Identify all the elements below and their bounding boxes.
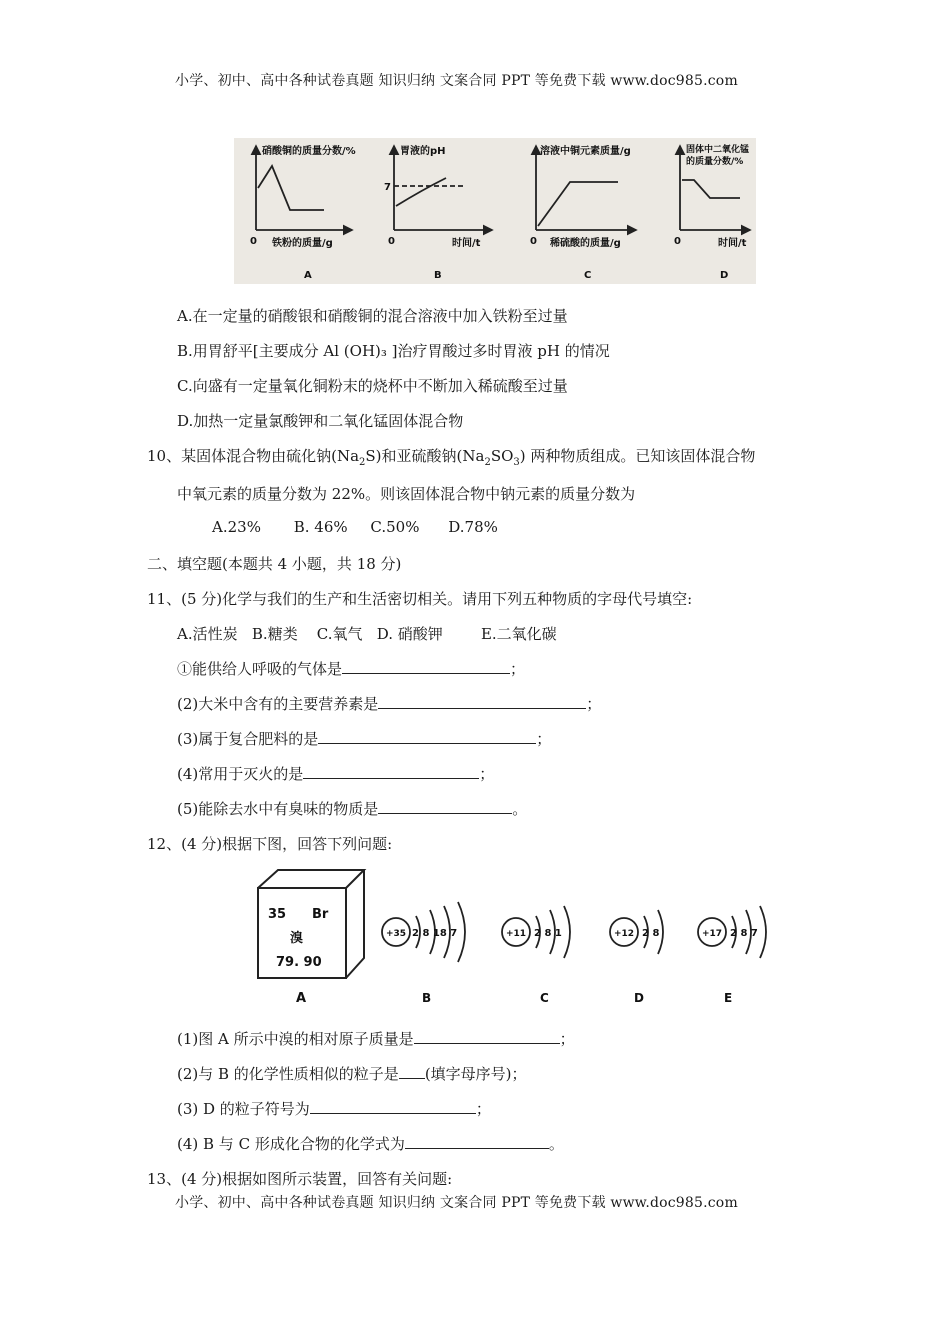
q11-item-3-text: (3)属于复合肥料的是 <box>177 730 319 748</box>
page-footer: 小学、初中、高中各种试卷真题 知识归纳 文案合同 PPT 等免费下载 www.doc985.com <box>175 1195 738 1211</box>
graph-d-curve <box>682 180 740 198</box>
q9-graph-figure <box>234 138 756 284</box>
q12-item-3 <box>177 1098 491 1119</box>
graph-a-xlabel: 铁粉的质量/g <box>272 238 333 249</box>
q10-sub-2: 2 <box>484 457 491 468</box>
q12-item-3-end: ； <box>475 1100 491 1118</box>
q11-item-4-text: (4)常用于灭火的是 <box>177 765 304 783</box>
q12-item-4 <box>177 1133 564 1154</box>
q12-item-1 <box>177 1028 575 1049</box>
atom-b-shells: 2 8 18 7 <box>412 928 458 939</box>
q10-option-c: C.50% <box>370 518 420 536</box>
graph-b-label: B <box>434 270 442 281</box>
q11-item-2-text: (2)大米中含有的主要营养素是 <box>177 695 379 713</box>
q12-item-2 <box>177 1063 527 1084</box>
q11-item-2-end: ； <box>586 695 602 713</box>
graph-b-ph7: 7 <box>384 182 391 193</box>
q11-answer-2[interactable] <box>378 694 586 709</box>
atom-e-nucleus-charge: +17 <box>702 929 723 939</box>
q10-line-1 <box>147 445 755 468</box>
q9-graphs-svg <box>234 138 756 284</box>
q11-item-3-end: ； <box>536 730 552 748</box>
graph-a-label: A <box>304 270 312 281</box>
q12-answer-2[interactable] <box>399 1064 425 1079</box>
q10-sub-3: 3 <box>513 457 520 468</box>
q12-item-2-end: (填字母序号)； <box>424 1065 527 1083</box>
q12-figure-svg <box>250 860 790 1010</box>
page-header: 小学、初中、高中各种试卷真题 知识归纳 文案合同 PPT 等免费下载 www.doc985.com <box>175 73 738 89</box>
atom-e-label: E <box>724 991 733 1005</box>
q11-choices: A.活性炭 B.糖类 C.氧气 D. 硝酸钾 E.二氧化碳 <box>177 625 557 643</box>
graph-c-origin: 0 <box>530 236 537 247</box>
graph-c-xlabel: 稀硫酸的质量/g <box>550 238 621 249</box>
q12-item-1-end: ； <box>559 1030 575 1048</box>
graph-d-ylabel-1: 固体中二氧化锰 <box>686 145 750 155</box>
graph-b-origin: 0 <box>388 236 395 247</box>
q12-answer-3[interactable] <box>310 1099 476 1114</box>
q10-text-b: S)和亚硫酸钠(Na <box>365 447 485 465</box>
q9-option-a: A.在一定量的硝酸银和硝酸铜的混合溶液中加入铁粉至过量 <box>177 307 568 325</box>
q11-item-4 <box>177 763 494 784</box>
q11-answer-4[interactable] <box>303 764 479 779</box>
q11-item-5 <box>177 798 527 819</box>
atom-d-nucleus-charge: +12 <box>614 929 635 939</box>
q13-stem: 13、(4 分)根据如图所示装置，回答有关问题: <box>147 1170 453 1188</box>
q10-option-d: D.78% <box>448 518 498 536</box>
graph-d-label: D <box>720 270 729 281</box>
q11-answer-3[interactable] <box>318 729 536 744</box>
section-2-title: 二、填空题(本题共 4 小题，共 18 分) <box>147 555 402 573</box>
atom-c-label: C <box>540 991 549 1005</box>
cube-label: A <box>296 991 307 1006</box>
q12-figure <box>250 860 790 1014</box>
atom-d-shells: 2 8 <box>642 928 660 939</box>
q11-item-1-end: ； <box>510 660 526 678</box>
graph-b-xlabel: 时间/t <box>452 238 481 249</box>
graph-c-label: C <box>584 270 592 281</box>
atom-c-nucleus-charge: +11 <box>506 929 527 939</box>
q10-text-a: 10、某固体混合物由硫化钠(Na <box>147 447 360 465</box>
q11-answer-5[interactable] <box>378 799 512 814</box>
q12-item-4-text: (4) B 与 C 形成化合物的化学式为 <box>177 1135 405 1153</box>
q10-option-a: A.23% <box>212 518 261 536</box>
graph-a-ylabel: 硝酸铜的质量分数/% <box>262 146 356 157</box>
q11-answer-1[interactable] <box>342 659 510 674</box>
graph-d-ylabel-2: 的质量分数/% <box>686 157 744 167</box>
graph-d-origin: 0 <box>674 236 681 247</box>
q10-sub-1: 2 <box>359 457 366 468</box>
q11-item-4-end: ； <box>479 765 495 783</box>
q10-text-d: ) 两种物质组成。已知该固体混合物 <box>519 447 756 465</box>
atom-b-nucleus-charge: +35 <box>386 929 407 939</box>
graph-c-curve <box>538 182 618 226</box>
element-name: 溴 <box>290 931 304 946</box>
graph-c-ylabel: 溶液中铜元素质量/g <box>540 146 631 157</box>
atom-c-shells: 2 8 1 <box>534 928 562 939</box>
q12-item-1-text: (1)图 A 所示中溴的相对原子质量是 <box>177 1030 414 1048</box>
element-symbol: Br <box>312 907 329 922</box>
q10-options <box>212 518 498 536</box>
q12-item-4-end: 。 <box>548 1135 564 1153</box>
q12-stem: 12、(4 分)根据下图，回答下列问题: <box>147 835 393 853</box>
q11-item-3 <box>177 728 551 749</box>
graph-a-origin: 0 <box>250 236 257 247</box>
atom-e-shells: 2 8 7 <box>730 928 758 939</box>
q11-item-2 <box>177 693 601 714</box>
q11-item-5-text: (5)能除去水中有臭味的物质是 <box>177 800 379 818</box>
q10-line-2: 中氧元素的质量分数为 22%。则该固体混合物中钠元素的质量分数为 <box>177 485 636 503</box>
q9-option-d: D.加热一定量氯酸钾和二氧化锰固体混合物 <box>177 412 464 430</box>
q12-item-2-text: (2)与 B 的化学性质相似的粒子是 <box>177 1065 399 1083</box>
q11-item-1-text: ①能供给人呼吸的气体是 <box>177 660 343 678</box>
q10-option-b: B. 46% <box>293 518 348 536</box>
q12-answer-1[interactable] <box>414 1029 560 1044</box>
atom-b-label: B <box>422 991 432 1005</box>
element-number: 35 <box>268 907 287 922</box>
q11-item-5-end: 。 <box>512 800 528 818</box>
graph-a-curve <box>258 166 324 210</box>
element-mass: 79. 90 <box>276 955 322 970</box>
graph-b-ylabel: 胃液的pH <box>400 146 446 157</box>
atom-d-label: D <box>634 991 644 1005</box>
q11-stem: 11、(5 分)化学与我们的生产和生活密切相关。请用下列五种物质的字母代号填空: <box>147 590 693 608</box>
q11-item-1 <box>177 658 525 679</box>
graph-b-curve <box>396 178 446 206</box>
graph-d-xlabel: 时间/t <box>718 238 747 249</box>
q12-item-3-text: (3) D 的粒子符号为 <box>177 1100 310 1118</box>
q9-option-c: C.向盛有一定量氧化铜粉末的烧杯中不断加入稀硫酸至过量 <box>177 377 568 395</box>
q9-option-b: B.用胃舒平[主要成分 Al (OH)₃ ]治疗胃酸过多时胃液 pH 的情况 <box>177 342 610 360</box>
q12-answer-4[interactable] <box>405 1134 549 1149</box>
q10-text-c: SO <box>490 447 514 465</box>
